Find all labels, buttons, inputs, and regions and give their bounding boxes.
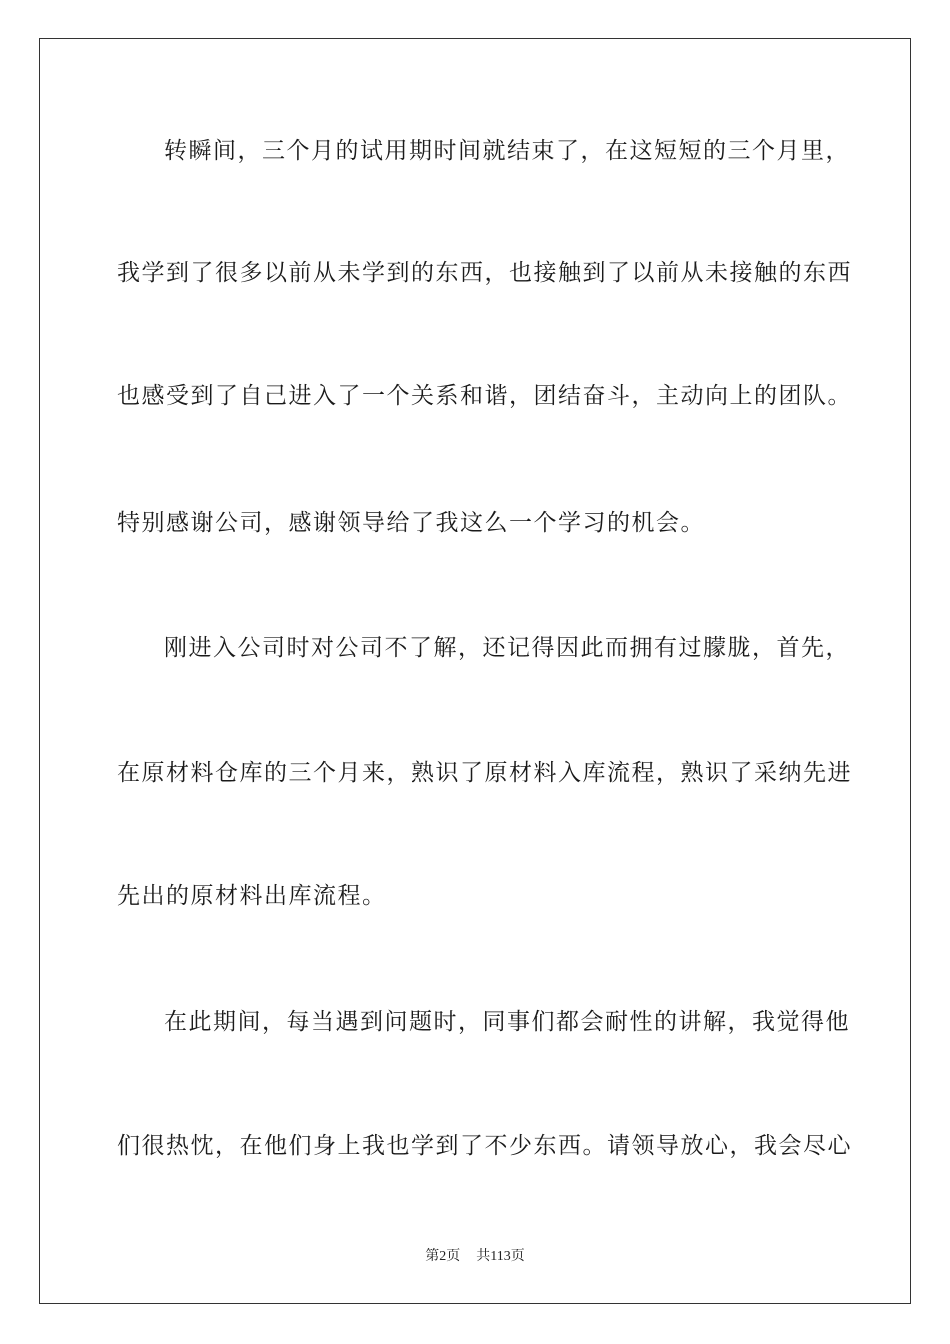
paragraph-3-line-2: 们很热忱，在他们身上我也学到了不少东西。请领导放心，我会尽心	[117, 1133, 852, 1159]
paragraph-1-line-3: 也感受到了自己进入了一个关系和谐，团结奋斗，主动向上的团队。	[117, 383, 852, 409]
page-prefix: 第	[425, 1248, 440, 1264]
page-footer	[0, 1245, 950, 1265]
paragraph-2-line-2: 在原材料仓库的三个月来，熟识了原材料入库流程，熟识了采纳先进	[117, 760, 852, 786]
page-suffix: 页	[446, 1248, 461, 1264]
total-prefix: 共	[476, 1248, 491, 1264]
paragraph-2-line-1: 刚进入公司时对公司不了解，还记得因此而拥有过朦胧，首先，	[164, 635, 850, 661]
page-border	[39, 38, 911, 1304]
paragraph-1-line-2: 我学到了很多以前从未学到的东西，也接触到了以前从未接触的东西	[117, 260, 852, 286]
paragraph-1-line-4: 特别感谢公司，感谢领导给了我这么一个学习的机会。	[117, 510, 705, 536]
total-pages: 113	[490, 1249, 511, 1264]
total-suffix: 页	[510, 1248, 525, 1264]
page-number: 2	[439, 1249, 447, 1264]
paragraph-3-line-1: 在此期间，每当遇到问题时，同事们都会耐性的讲解，我觉得他	[164, 1009, 850, 1035]
paragraph-1-line-1: 转瞬间，三个月的试用期时间就结束了，在这短短的三个月里，	[164, 138, 850, 164]
paragraph-2-line-3: 先出的原材料出库流程。	[117, 883, 387, 909]
